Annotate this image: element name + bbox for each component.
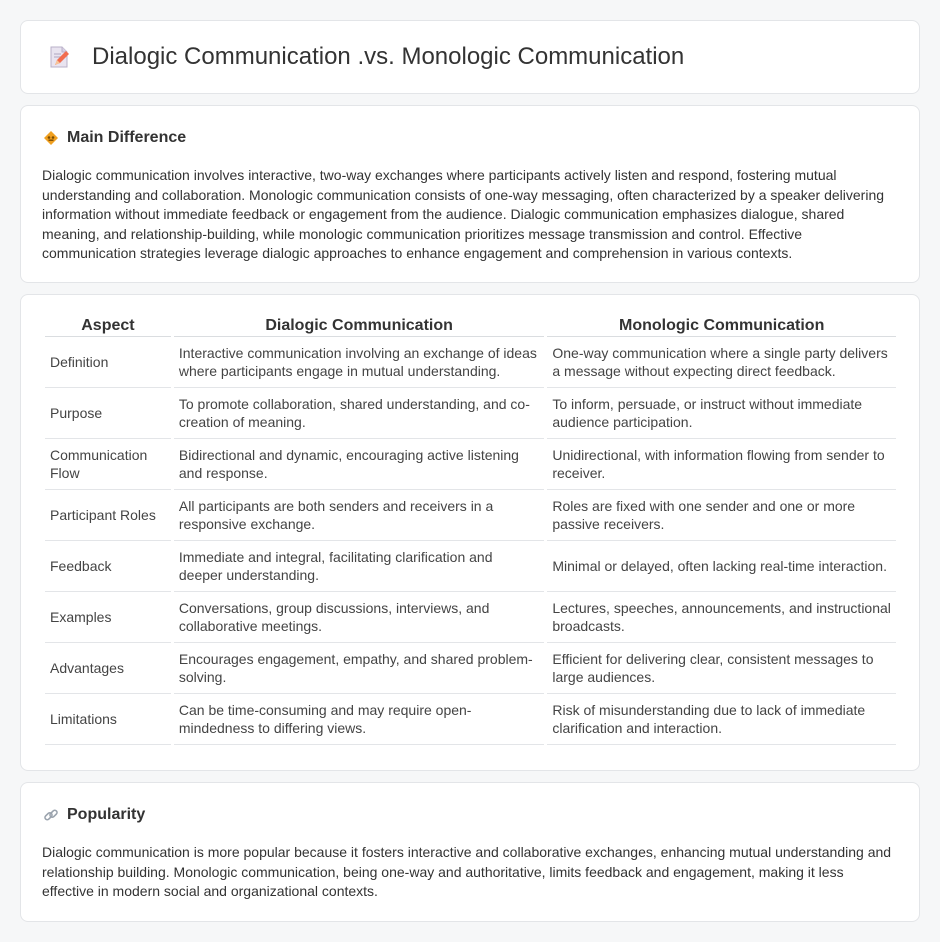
table-row bbox=[45, 388, 896, 439]
table-row bbox=[45, 643, 896, 694]
header-dialogic: Dialogic Communication bbox=[174, 315, 544, 337]
title-card bbox=[20, 20, 920, 94]
table-row bbox=[45, 541, 896, 592]
table-header-row bbox=[45, 315, 896, 337]
row-aspect: Limitations bbox=[45, 694, 171, 745]
document-pencil-icon bbox=[46, 44, 72, 70]
row-aspect: Feedback bbox=[45, 541, 171, 592]
row-monologic: Efficient for delivering clear, consistent messages to large audiences. bbox=[547, 643, 896, 694]
row-dialogic: Immediate and integral, facilitating clarification and deeper understanding. bbox=[174, 541, 544, 592]
table-row bbox=[45, 490, 896, 541]
comparison-table-card bbox=[20, 294, 920, 771]
row-aspect: Participant Roles bbox=[45, 490, 171, 541]
table-row bbox=[45, 592, 896, 643]
table-row bbox=[45, 439, 896, 490]
popularity-heading: Popularity bbox=[67, 806, 146, 823]
comparison-table bbox=[42, 315, 899, 745]
diamond-warning-icon bbox=[43, 130, 59, 146]
row-aspect: Purpose bbox=[45, 388, 171, 439]
row-dialogic: To promote collaboration, shared understanding, and co-creation of meaning. bbox=[174, 388, 544, 439]
row-monologic: Roles are fixed with one sender and one or more passive receivers. bbox=[547, 490, 896, 541]
row-aspect: Definition bbox=[45, 337, 171, 388]
row-monologic: To inform, persuade, or instruct without immediate audience participation. bbox=[547, 388, 896, 439]
main-difference-heading: Main Difference bbox=[67, 129, 187, 146]
row-aspect: Advantages bbox=[45, 643, 171, 694]
row-monologic: One-way communication where a single party delivers a message without expecting direct feedback. bbox=[547, 337, 896, 388]
row-aspect: Communication Flow bbox=[45, 439, 171, 490]
row-dialogic: Encourages engagement, empathy, and shared problem-solving. bbox=[174, 643, 544, 694]
row-dialogic: Bidirectional and dynamic, encouraging active listening and response. bbox=[174, 439, 544, 490]
row-aspect: Examples bbox=[45, 592, 171, 643]
row-monologic: Minimal or delayed, often lacking real-time interaction. bbox=[547, 541, 896, 592]
header-aspect: Aspect bbox=[45, 315, 171, 337]
row-monologic: Lectures, speeches, announcements, and instructional broadcasts. bbox=[547, 592, 896, 643]
row-dialogic: All participants are both senders and receivers in a responsive exchange. bbox=[174, 490, 544, 541]
popularity-card bbox=[20, 782, 920, 922]
row-dialogic: Interactive communication involving an exchange of ideas where participants engage in mutual understanding. bbox=[174, 337, 544, 388]
link-icon bbox=[43, 807, 59, 823]
row-monologic: Risk of misunderstanding due to lack of immediate clarification and interaction. bbox=[547, 694, 896, 745]
main-difference-card bbox=[20, 105, 920, 283]
popularity-text: Dialogic communication is more popular because it fosters interactive and collaborative exchanges, enhancing mutual understanding and relationship building. Monologic communication, being one-way and authoritative, limits feedback and engagement, making it less effective in modern social and organizational contexts. bbox=[42, 844, 892, 899]
row-dialogic: Conversations, group discussions, interviews, and collaborative meetings. bbox=[174, 592, 544, 643]
main-difference-text: Dialogic communication involves interactive, two-way exchanges where participants actively listen and respond, fostering mutual understanding and collaboration. Monologic communication consists of one-way messaging, often characterized by a speaker delivering information without immediate feedback or engagement from the audience. Dialogic communication emphasizes dialogue, shared meaning, and relationship-building, while monologic communication prioritizes message transmission and control. Effective communication strategies leverage dialogic approaches to enhance engagement and comprehension in various contexts. bbox=[42, 167, 885, 261]
table-row bbox=[45, 694, 896, 745]
page-title: Dialogic Communication .vs. Monologic Communication bbox=[92, 43, 685, 70]
table-row bbox=[45, 337, 896, 388]
header-monologic: Monologic Communication bbox=[547, 315, 896, 337]
row-dialogic: Can be time-consuming and may require open-mindedness to differing views. bbox=[174, 694, 544, 745]
row-monologic: Unidirectional, with information flowing from sender to receiver. bbox=[547, 439, 896, 490]
